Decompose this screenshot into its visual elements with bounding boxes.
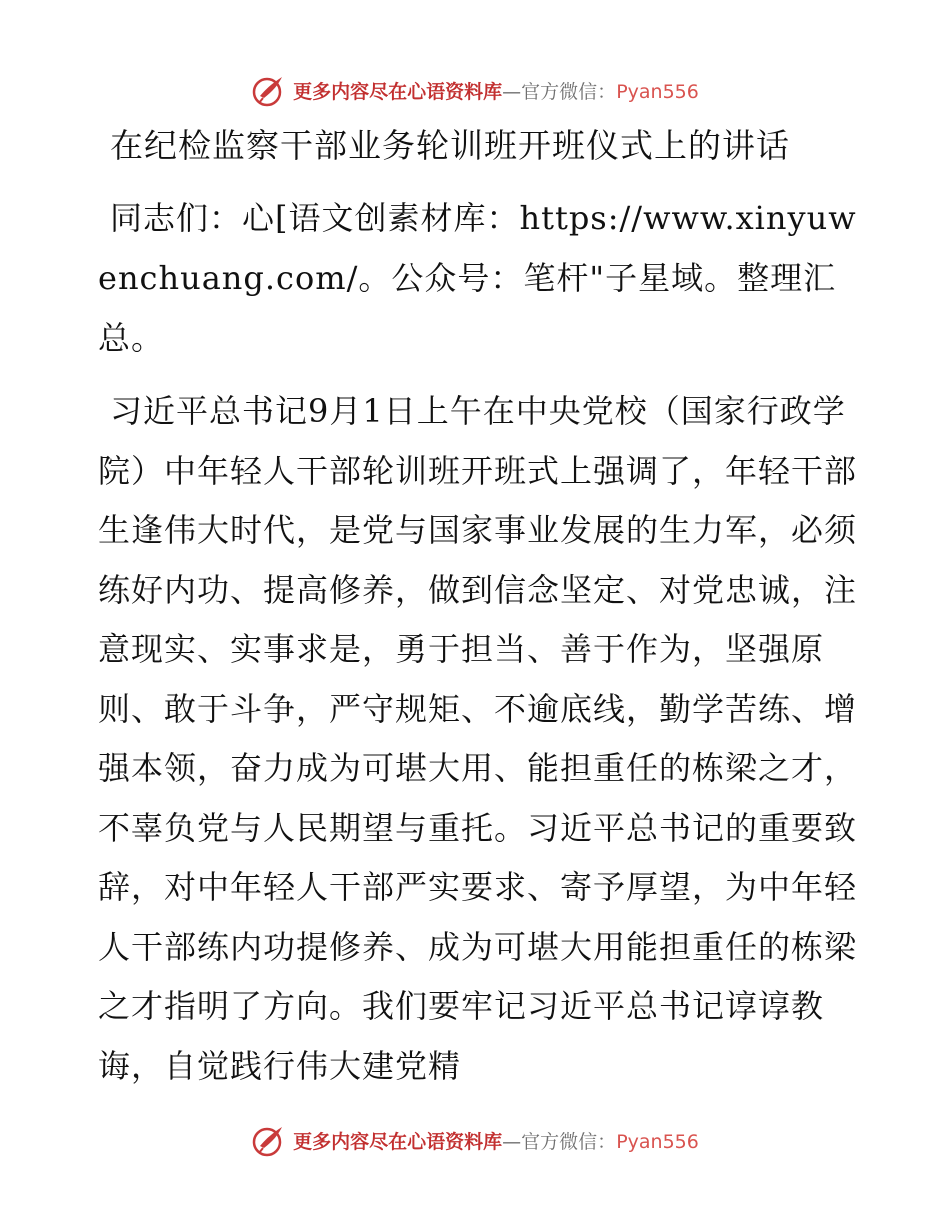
footer-banner-wechat-id: Pyan556 bbox=[616, 1130, 699, 1153]
quill-pen-logo-icon bbox=[251, 72, 287, 108]
paragraph-greeting: 同志们：心[语文创素材库：https://www.xinyuwenchuang.com/。公众号：笔杆"子星域。整理汇总。 bbox=[98, 199, 857, 357]
header-banner-dash: — bbox=[502, 80, 522, 103]
header-banner-official: 官方微信： bbox=[521, 80, 617, 103]
footer-banner-dash: — bbox=[502, 1130, 522, 1153]
quill-pen-logo-icon bbox=[251, 1122, 287, 1158]
header-banner bbox=[0, 70, 950, 110]
footer-banner-main: 更多内容尽在心语资料库 bbox=[293, 1130, 503, 1153]
document-body bbox=[98, 118, 858, 1096]
paragraph-body: 习近平总书记9月1日上午在中央党校（国家行政学院）中年轻人干部轮训班开班式上强调了，年轻干部生逢伟大时代，是党与国家事业发展的生力军，必须练好内功、提高修养，做到信念坚定、对党忠诚，注意现实、实事求是，勇于担当、善于作为，坚强原则、敢于斗争，严守规矩、不逾底线，勤学苦练、增强本领，奋力成为可堪大用、能担重任的栋梁之才，不辜负党与人民期望与重托。习近平总书记的重要致辞，对中年轻人干部严实要求、寄予厚望，为中年轻人干部练内功提修养、成为可堪大用能担重任的栋梁之才指明了方向。我们要牢记习近平总书记谆谆教诲，自觉践行伟大建党精 bbox=[98, 392, 858, 1085]
document-title: 在纪检监察干部业务轮训班开班仪式上的讲话 bbox=[110, 126, 790, 165]
header-banner-wechat-id: Pyan556 bbox=[616, 80, 699, 103]
header-banner-text bbox=[293, 77, 699, 104]
footer-banner-text bbox=[293, 1127, 699, 1154]
header-banner-main: 更多内容尽在心语资料库 bbox=[293, 80, 503, 103]
footer-banner-official: 官方微信： bbox=[521, 1130, 617, 1153]
footer-banner bbox=[0, 1120, 950, 1160]
